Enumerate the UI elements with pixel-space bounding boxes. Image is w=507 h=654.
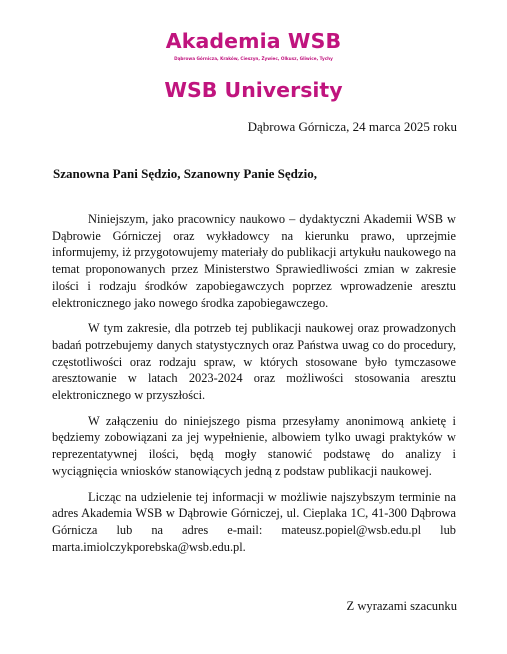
letter-paragraph-3: W załączeniu do niniejszego pisma przesyłamy anonimową ankietę i będziemy zobowiązani za jej wypełnienie, albowiem tylko uwagi praktyków w reprezentatywnej ilości, będą mogły stanowić podstawę do analizy i wyciągnięcia wniosków stanowiących jedną z podstaw publikacji naukowej. [52, 413, 456, 478]
logo-akademia-wsb: Akademia WSB [165, 29, 342, 53]
letter-paragraph-4: Licząc na udzielenie tej informacji w możliwie najszybszym terminie na adres Akademia WSB w Dąbrowie Górniczej, ul. Cieplaka 1C, 41-300 Dąbrowa Górnicza lub na adres e-mail: mateusz.popiel@wsb.edu.pl lub marta.imiolczykporebska@wsb.edu.pl. [52, 489, 456, 554]
letter-paragraph-1: Niniejszym, jako pracownicy naukowo – dydaktyczni Akademii WSB w Dąbrowie Górniczej oraz wykładowcy na kierunku prawo, uprzejmie informujemy, iż przygotowujemy materiały do publikacji artykułu naukowego na temat proponowanych przez Ministerstwo Sprawiedliwości zmian w zakresie ilości i rodzaju środków zapobiegawczych poprzez wprowadzenie aresztu elektronicznego jako nowego środka zapobiegawczego. [52, 212, 456, 310]
logo-cities-line: Dąbrowa Górnicza, Kraków, Cieszyn, Żywiec, Olkusz, Gliwice, Tychy [174, 56, 333, 61]
letter-salutation: Szanowna Pani Sędzio, Szanowny Panie Sędzio, [53, 166, 318, 181]
letter-dateline: Dąbrowa Górnicza, 24 marca 2025 roku [247, 119, 457, 134]
logo-wsb-university: WSB University [164, 78, 343, 102]
letter-body [52, 211, 456, 564]
letter-closing: Z wyrazami szacunku [346, 599, 457, 613]
letter-paragraph-2: W tym zakresie, dla potrzeb tej publikacji naukowej oraz prowadzonych badań potrzebujemy danych statystycznych oraz Państwa uwag co do procedury, częstotliwości oraz rodzaju spraw, w których stosowane było tymczasowe aresztowanie w latach 2023-2024 oraz możliwości stosowania aresztu elektronicznego w przyszłości. [52, 321, 456, 403]
